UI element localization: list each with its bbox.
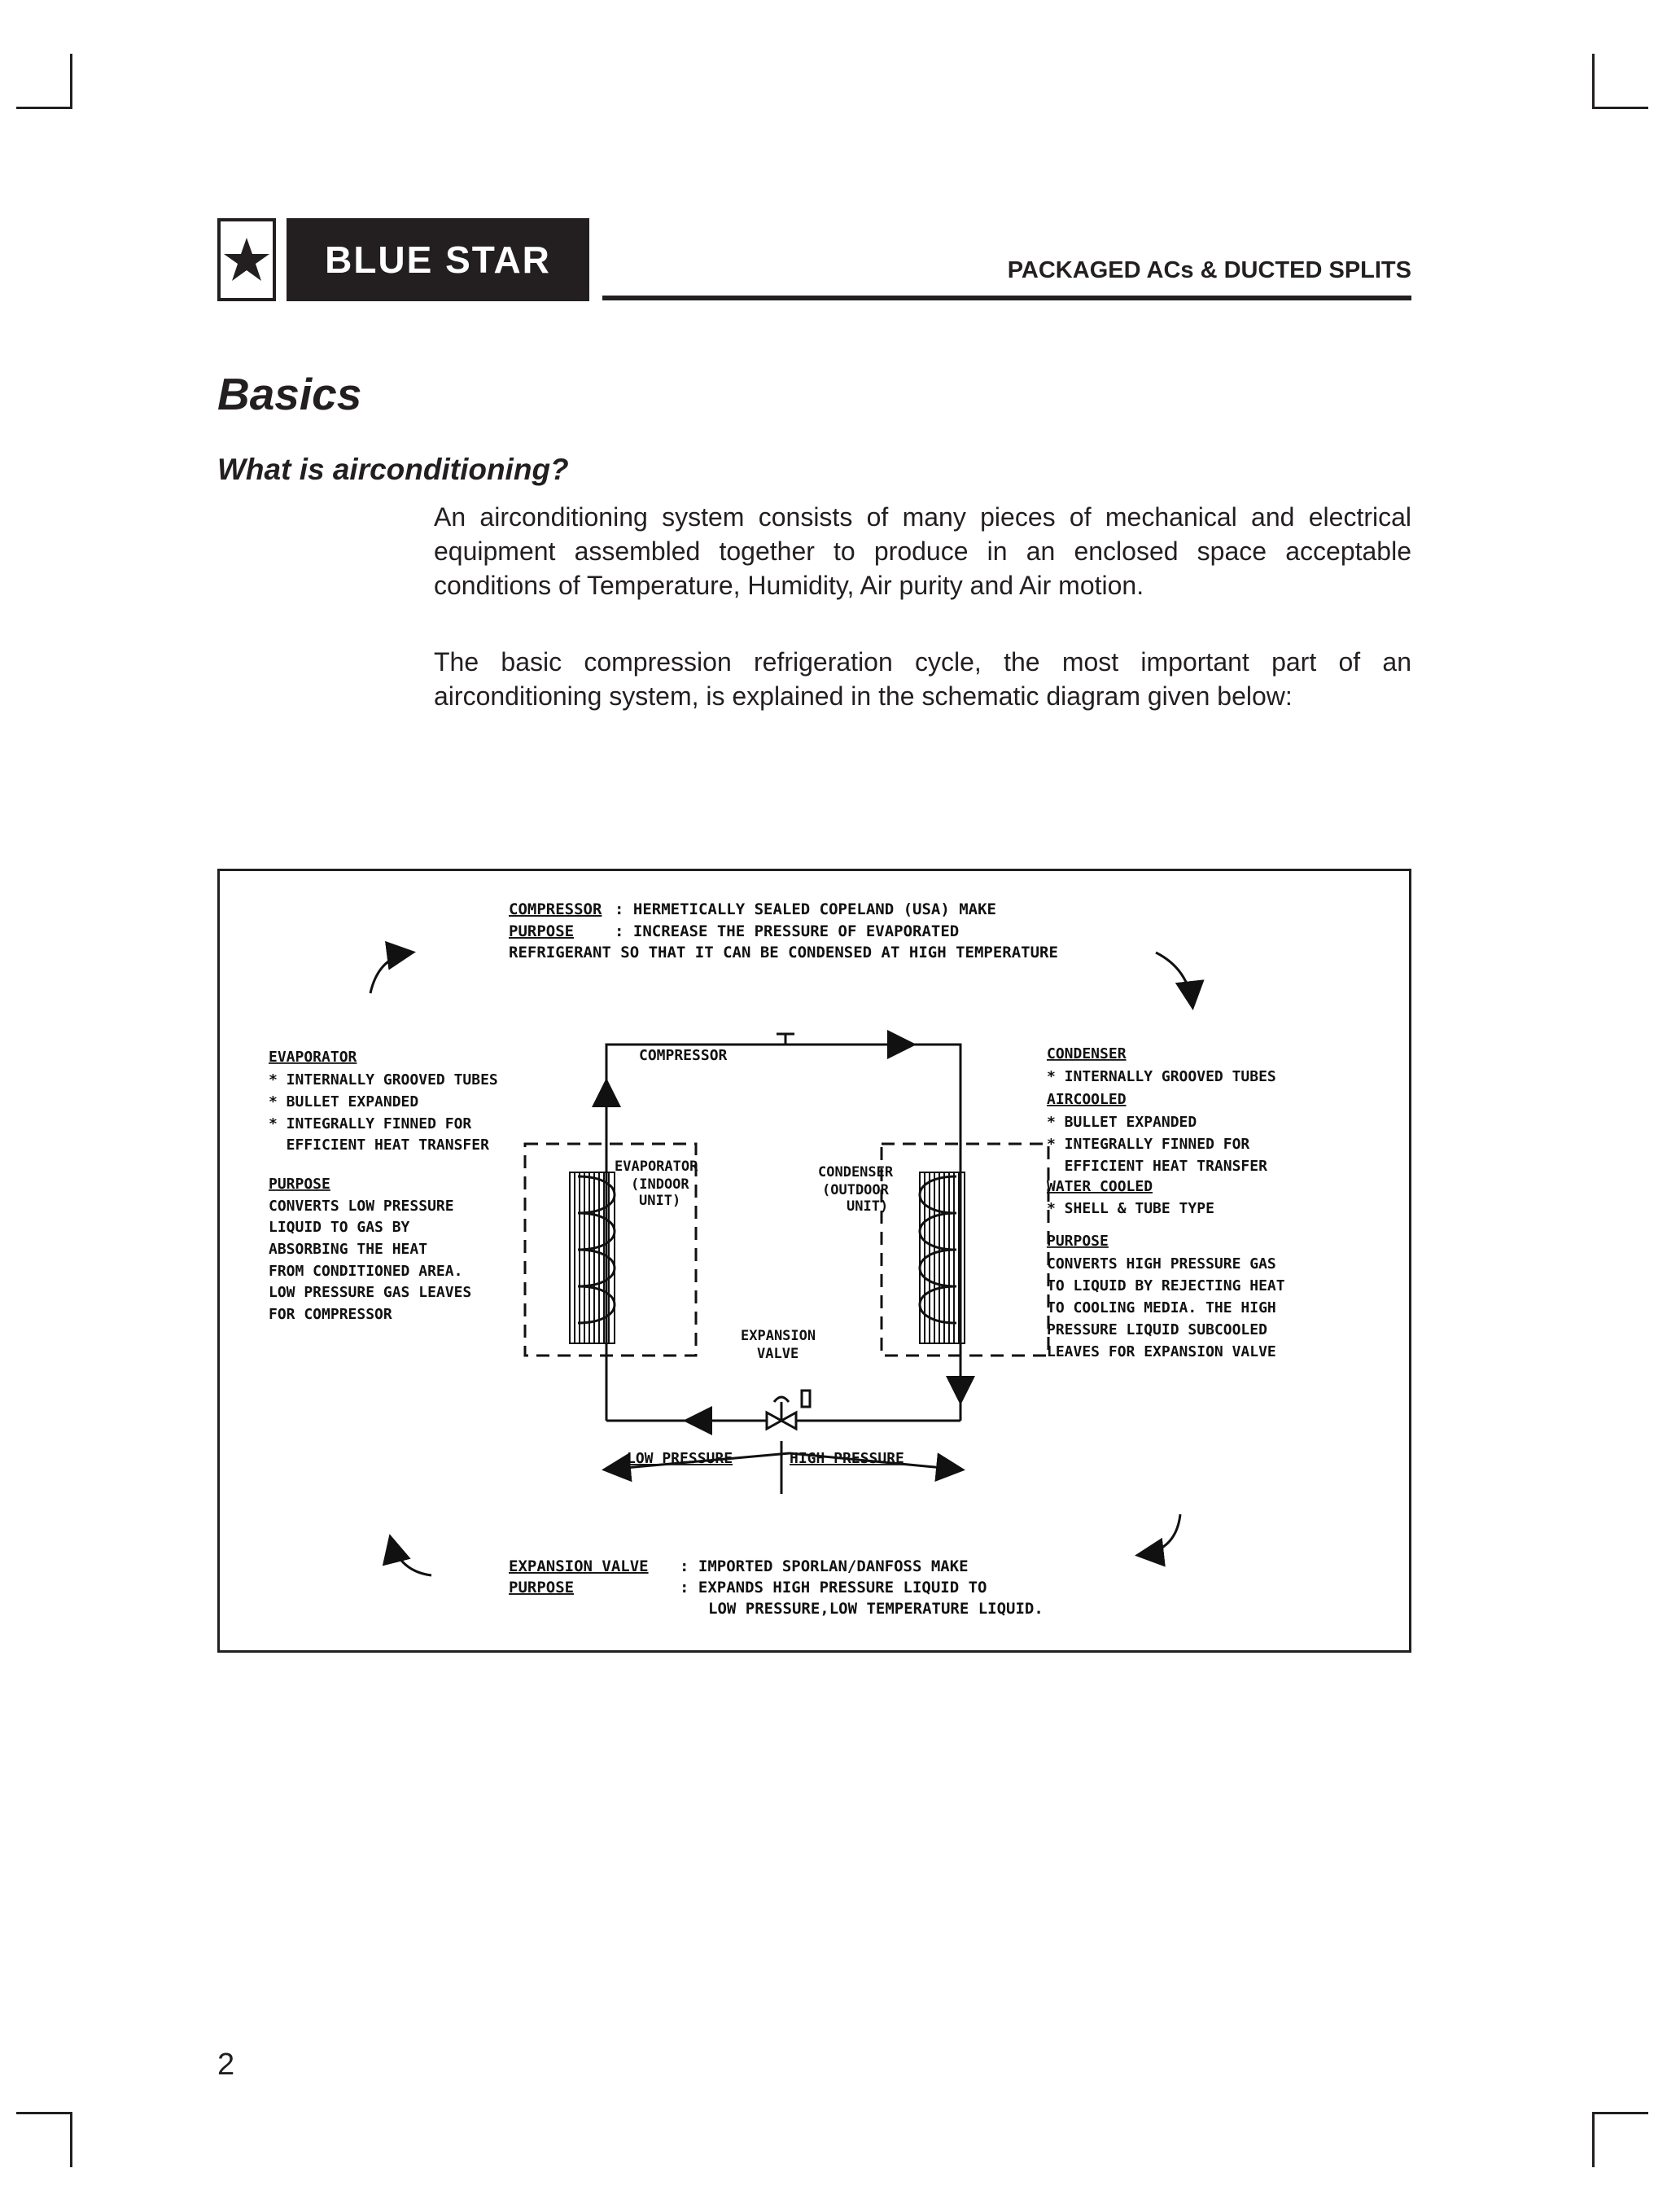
curved-arrow-icon [391, 1539, 431, 1575]
section-title: PACKAGED ACs & DUCTED SPLITS [1007, 257, 1411, 283]
crop-mark [70, 2112, 72, 2167]
header-rule [602, 296, 1411, 300]
expansion-unit-label: EXPANSION [741, 1328, 816, 1344]
compressor-label: COMPRESSOR [639, 1047, 728, 1064]
section-heading: What is airconditioning? [217, 453, 569, 486]
condenser-purpose-line: LEAVES FOR EXPANSION VALVE [1047, 1343, 1276, 1360]
evaporator-unit-label: EVAPORATOR [615, 1159, 698, 1175]
pressure-scale [606, 1441, 960, 1494]
evaporator-unit-label: UNIT) [639, 1193, 681, 1209]
crop-mark [1592, 2112, 1595, 2167]
crop-mark [1595, 107, 1648, 109]
star-logo-icon [217, 218, 276, 301]
page-number: 2 [217, 2048, 235, 2082]
expansion-purpose-label: PURPOSE [509, 1579, 575, 1597]
refrigeration-cycle-diagram [217, 869, 1411, 1653]
expansion-unit-label: VALVE [757, 1346, 799, 1362]
condenser-purpose-label: PURPOSE [1047, 1233, 1109, 1250]
expansion-heading: EXPANSION VALVE [509, 1557, 649, 1575]
condenser-unit-label: CONDENSER [818, 1164, 894, 1180]
expansion-line-2: : EXPANDS HIGH PRESSURE LIQUID TO [680, 1579, 987, 1597]
watercooled-label: WATER COOLED [1047, 1178, 1153, 1195]
crop-mark [70, 54, 72, 109]
condenser-feature: * INTERNALLY GROOVED TUBES [1047, 1068, 1276, 1085]
compressor-icon [777, 1034, 794, 1045]
evaporator-purpose-line: FOR COMPRESSOR [269, 1306, 392, 1323]
evaporator-feature: * INTERNALLY GROOVED TUBES [269, 1071, 498, 1088]
evaporator-unit-label: (INDOOR [631, 1176, 689, 1193]
compressor-line-3: REFRIGERANT SO THAT IT CAN BE CONDENSED AT HIGH TEMPERATURE [509, 944, 1058, 961]
aircooled-feature: * BULLET EXPANDED [1047, 1114, 1197, 1131]
refrigerant-circuit [606, 1045, 960, 1421]
condenser-coil-icon [920, 1172, 965, 1343]
watercooled-feature: * SHELL & TUBE TYPE [1047, 1200, 1214, 1217]
condenser-heading: CONDENSER [1047, 1045, 1127, 1062]
aircooled-label: AIRCOOLED [1047, 1091, 1127, 1108]
condenser-unit-label: (OUTDOOR [822, 1182, 889, 1198]
aircooled-feature: EFFICIENT HEAT TRANSFER [1047, 1158, 1267, 1175]
evaporator-purpose-line: CONVERTS LOW PRESSURE [269, 1198, 454, 1215]
compressor-line-1: : HERMETICALLY SEALED COPELAND (USA) MAKE [615, 900, 996, 918]
evaporator-feature: EFFICIENT HEAT TRANSFER [269, 1137, 489, 1154]
evaporator-purpose-line: LIQUID TO GAS BY [269, 1219, 410, 1236]
crop-mark [16, 2112, 70, 2114]
condenser-purpose-line: CONVERTS HIGH PRESSURE GAS [1047, 1255, 1276, 1272]
evaporator-heading: EVAPORATOR [269, 1049, 357, 1066]
paragraph-cycle: The basic compression refrigeration cycle, the most important part of an airconditioning system, is explained in the schematic diagram given below: [434, 647, 1411, 711]
paragraph-intro: An airconditioning system consists of many pieces of mechanical and electrical equipment assembled together to produce in an enclosed space acceptable conditions of Temperature, Humidity, Air purity and Air motion. [434, 502, 1411, 600]
condenser-purpose-line: TO LIQUID BY REJECTING HEAT [1047, 1277, 1285, 1294]
crop-mark [1595, 2112, 1648, 2114]
low-pressure-label: LOW PRESSURE [627, 1450, 733, 1467]
curved-arrow-icon [1140, 1514, 1180, 1555]
brand-name: BLUE STAR [325, 239, 551, 281]
evaporator-unit-boundary [525, 1144, 696, 1356]
crop-mark [1592, 54, 1595, 109]
evaporator-purpose-label: PURPOSE [269, 1176, 330, 1193]
compressor-line-2: : INCREASE THE PRESSURE OF EVAPORATED [615, 922, 960, 940]
evaporator-feature: * INTEGRALLY FINNED FOR [269, 1115, 472, 1132]
evaporator-purpose-line: ABSORBING THE HEAT [269, 1241, 428, 1258]
condenser-purpose-line: PRESSURE LIQUID SUBCOOLED [1047, 1321, 1267, 1338]
curved-arrow-icon [370, 953, 411, 993]
high-pressure-label: HIGH PRESSURE [790, 1450, 904, 1467]
condenser-purpose-line: TO COOLING MEDIA. THE HIGH [1047, 1299, 1276, 1316]
brand-logo [287, 218, 589, 301]
expansion-line-1: : IMPORTED SPORLAN/DANFOSS MAKE [680, 1557, 969, 1575]
crop-mark [16, 107, 70, 109]
compressor-heading: COMPRESSOR [509, 900, 602, 918]
expansion-valve-icon [767, 1391, 810, 1429]
evaporator-purpose-line: FROM CONDITIONED AREA. [269, 1263, 463, 1280]
page-title: Basics [217, 369, 362, 419]
evaporator-feature: * BULLET EXPANDED [269, 1093, 419, 1110]
evaporator-coil-icon [570, 1172, 615, 1343]
aircooled-feature: * INTEGRALLY FINNED FOR [1047, 1136, 1250, 1153]
compressor-purpose-label: PURPOSE [509, 922, 575, 940]
evaporator-purpose-line: LOW PRESSURE GAS LEAVES [269, 1284, 472, 1301]
curved-arrow-icon [1156, 953, 1192, 1005]
condenser-unit-label: UNIT) [847, 1198, 889, 1215]
expansion-line-3: LOW PRESSURE,LOW TEMPERATURE LIQUID. [708, 1600, 1044, 1618]
